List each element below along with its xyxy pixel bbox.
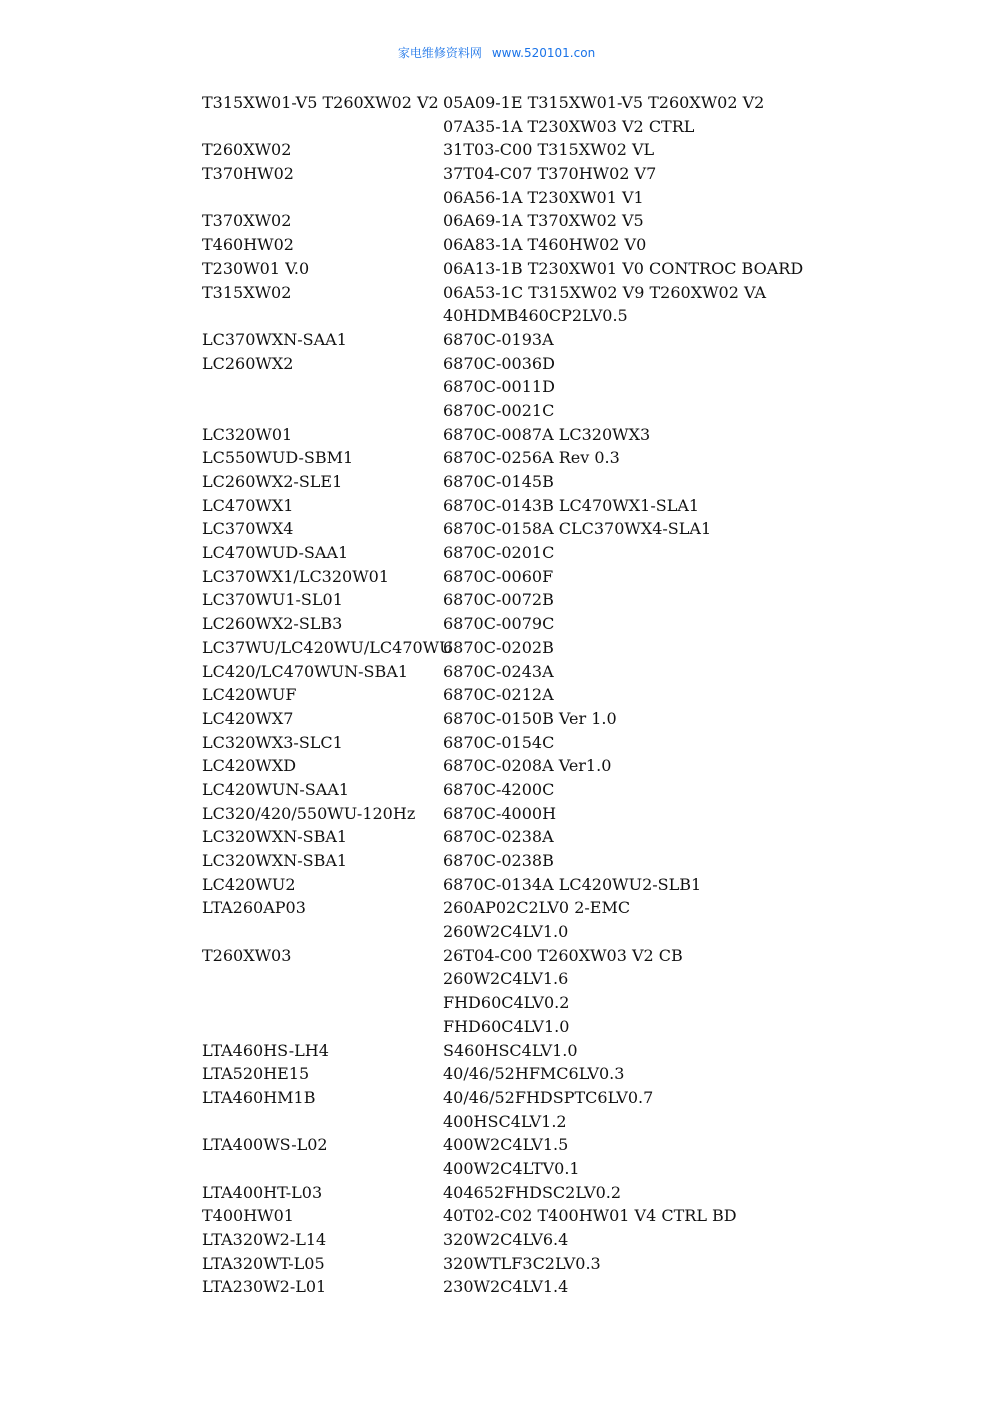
table-row: [202, 920, 922, 944]
part-number-cell: 37T04-C07 T370HW02 V7: [443, 164, 657, 184]
model-cell: LC37WU/LC420WU/LC470WU: [202, 637, 453, 657]
model-cell: LC370WU1-SL01: [202, 590, 343, 610]
model-cell: LC320WXN-SBA1: [202, 827, 348, 847]
table-row: [202, 1110, 922, 1134]
table-row: [202, 138, 922, 162]
part-number-cell: FHD60C4LV1.0: [443, 1016, 570, 1036]
part-number-cell: 6870C-0087A LC320WX3: [443, 424, 651, 444]
part-number-cell: 6870C-0145B: [443, 472, 554, 491]
part-number-cell: 6870C-0079C: [443, 614, 555, 634]
part-number-cell: 06A13-1B T230XW01 V0 CONTROC BOARD: [443, 258, 804, 278]
model-cell: LC470WX1: [202, 495, 294, 515]
page-header: [0, 44, 993, 61]
part-number-cell: 6870C-0201C: [443, 543, 555, 563]
table-row: [202, 233, 922, 257]
model-cell: LC370WX1/LC320W01: [202, 566, 390, 586]
table-row: [202, 825, 922, 849]
table-row: [202, 1228, 922, 1252]
model-cell: LTA230W2-L01: [202, 1277, 327, 1297]
table-row: [202, 423, 922, 447]
part-number-cell: 06A53-1C T315XW02 V9 T260XW02 VA: [443, 282, 767, 302]
model-cell: T370HW02: [202, 164, 294, 184]
part-table: [202, 91, 922, 1299]
table-row: [202, 944, 922, 968]
model-cell: T460HW02: [202, 235, 294, 255]
model-cell: LC420/LC470WUN-SBA1: [202, 661, 408, 681]
table-row: [202, 494, 922, 518]
part-number-cell: 26T04-C00 T260XW03 V2 CB: [443, 945, 683, 965]
model-cell: LC470WUD-SAA1: [202, 543, 349, 563]
table-row: [202, 636, 922, 660]
part-number-cell: 05A09-1E T315XW01-V5 T260XW02 V2: [443, 93, 765, 112]
table-row: [202, 399, 922, 423]
part-number-cell: 07A35-1A T230XW03 V2 CTRL: [443, 116, 695, 136]
model-cell: LC370WX4: [202, 519, 294, 539]
part-number-cell: 6870C-4000H: [443, 803, 557, 823]
model-cell: LTA320WT-L05: [202, 1253, 325, 1273]
part-number-cell: 6870C-0021C: [443, 400, 555, 420]
table-row: [202, 1252, 922, 1276]
table-row: [202, 1062, 922, 1086]
part-number-cell: 260W2C4LV1.6: [443, 969, 569, 989]
table-row: [202, 707, 922, 731]
part-number-cell: 6870C-0256A Rev 0.3: [443, 448, 620, 468]
model-cell: LC320WXN-SBA1: [202, 851, 348, 870]
part-number-cell: 6870C-0208A Ver1.0: [443, 756, 612, 776]
part-number-cell: 6870C-0011D: [443, 377, 555, 397]
table-row: [202, 1204, 922, 1228]
table-row: [202, 731, 922, 755]
part-number-cell: 6870C-0158A CLC370WX4-SLA1: [443, 519, 712, 539]
part-number-cell: 400W2C4LV1.5: [443, 1135, 569, 1155]
model-cell: T260XW02: [202, 140, 292, 160]
part-number-cell: 06A69-1A T370XW02 V5: [443, 211, 644, 231]
table-row: [202, 683, 922, 707]
part-number-cell: 404652FHDSC2LV0.2: [443, 1182, 622, 1202]
part-number-cell: 400HSC4LV1.2: [443, 1111, 567, 1131]
model-cell: LTA460HM1B: [202, 1087, 316, 1107]
table-row: [202, 541, 922, 565]
table-row: [202, 967, 922, 991]
part-number-cell: 40HDMB460CP2LV0.5: [443, 306, 628, 326]
model-cell: T400HW01: [202, 1206, 294, 1226]
model-cell: T370XW02: [202, 211, 292, 231]
table-row: [202, 1086, 922, 1110]
table-row: [202, 517, 922, 541]
part-number-cell: S460HSC4LV1.0: [443, 1040, 578, 1060]
table-row: [202, 660, 922, 684]
part-number-cell: 6870C-0036D: [443, 353, 555, 373]
model-cell: LC420WUN-SAA1: [202, 779, 349, 799]
table-row: [202, 186, 922, 210]
part-number-cell: 40T02-C02 T400HW01 V4 CTRL BD: [443, 1206, 737, 1226]
model-cell: T230W01 V.0: [202, 258, 310, 278]
table-row: [202, 991, 922, 1015]
model-cell: LC260WX2-SLE1: [202, 472, 343, 491]
table-row: [202, 446, 922, 470]
table-row: [202, 209, 922, 233]
table-row: [202, 802, 922, 826]
part-number-cell: 06A83-1A T460HW02 V0: [443, 235, 647, 255]
part-number-cell: 320W2C4LV6.4: [443, 1230, 569, 1249]
part-number-cell: 6870C-0202B: [443, 637, 554, 657]
part-number-cell: 6870C-0060F: [443, 566, 554, 586]
model-cell: LTA260AP03: [202, 898, 306, 918]
table-row: [202, 612, 922, 636]
table-row: [202, 352, 922, 376]
table-row: [202, 1015, 922, 1039]
table-row: [202, 1157, 922, 1181]
model-cell: LC320/420/550WU-120Hz: [202, 803, 416, 823]
model-cell: LTA520HE15: [202, 1064, 310, 1084]
model-cell: LC420WU2: [202, 874, 296, 894]
part-number-cell: FHD60C4LV0.2: [443, 993, 570, 1013]
table-row: [202, 778, 922, 802]
part-number-cell: 40/46/52HFMC6LV0.3: [443, 1064, 625, 1084]
part-number-cell: 260W2C4LV1.0: [443, 922, 569, 942]
table-row: [202, 565, 922, 589]
model-cell: T260XW03: [202, 945, 292, 965]
model-cell: LC320W01: [202, 424, 293, 444]
site-url: www.520101.con: [491, 46, 596, 60]
model-cell: LTA460HS-LH4: [202, 1040, 329, 1060]
model-cell: LC370WXN-SAA1: [202, 329, 347, 349]
table-row: [202, 257, 922, 281]
site-name: 家电维修资料网: [397, 46, 482, 60]
table-row: [202, 1039, 922, 1063]
model-cell: T315XW02: [202, 282, 292, 302]
table-row: [202, 588, 922, 612]
model-cell: LTA400WS-L02: [202, 1135, 328, 1155]
model-cell: LC550WUD-SBM1: [202, 448, 354, 468]
table-row: [202, 873, 922, 897]
table-row: [202, 849, 922, 873]
model-cell: LC420WUF: [202, 685, 297, 705]
table-row: [202, 375, 922, 399]
table-row: [202, 162, 922, 186]
model-cell: LC260WX2: [202, 353, 294, 373]
model-cell: LC420WX7: [202, 708, 294, 728]
table-row: [202, 281, 922, 305]
part-number-cell: 06A56-1A T230XW01 V1: [443, 187, 644, 207]
part-number-cell: 6870C-0238A: [443, 827, 554, 847]
part-number-cell: 400W2C4LTV0.1: [443, 1158, 580, 1178]
table-row: [202, 1181, 922, 1205]
model-cell: LC420WXD: [202, 756, 297, 776]
table-row: [202, 754, 922, 778]
model-cell: T315XW01-V5 T260XW02 V2: [202, 93, 439, 112]
part-number-cell: 31T03-C00 T315XW02 VL: [443, 140, 655, 160]
table-row: [202, 115, 922, 139]
table-row: [202, 1133, 922, 1157]
part-number-cell: 6870C-0193A: [443, 329, 554, 349]
part-number-cell: 6870C-0154C: [443, 732, 555, 752]
model-cell: LC260WX2-SLB3: [202, 614, 343, 634]
table-row: [202, 470, 922, 494]
part-number-cell: 6870C-0212A: [443, 685, 554, 705]
part-number-cell: 6870C-0072B: [443, 590, 554, 610]
part-number-cell: 6870C-0134A LC420WU2-SLB1: [443, 874, 702, 894]
table-row: [202, 896, 922, 920]
part-number-cell: 40/46/52FHDSPTC6LV0.7: [443, 1087, 654, 1107]
table-row: [202, 91, 922, 115]
part-number-cell: 260AP02C2LV0 2-EMC: [443, 898, 631, 918]
part-number-cell: 6870C-0243A: [443, 661, 554, 681]
table-row: [202, 304, 922, 328]
table-row: [202, 1275, 922, 1299]
model-cell: LC320WX3-SLC1: [202, 732, 343, 752]
part-number-cell: 230W2C4LV1.4: [443, 1277, 569, 1297]
part-number-cell: 6870C-0150B Ver 1.0: [443, 708, 617, 728]
part-number-cell: 6870C-0143B LC470WX1-SLA1: [443, 495, 700, 515]
table-row: [202, 328, 922, 352]
part-number-cell: 6870C-0238B: [443, 851, 554, 870]
model-cell: LTA400HT-L03: [202, 1182, 323, 1202]
part-number-cell: 6870C-4200C: [443, 779, 555, 799]
part-number-cell: 320WTLF3C2LV0.3: [443, 1253, 601, 1273]
model-cell: LTA320W2-L14: [202, 1230, 327, 1249]
